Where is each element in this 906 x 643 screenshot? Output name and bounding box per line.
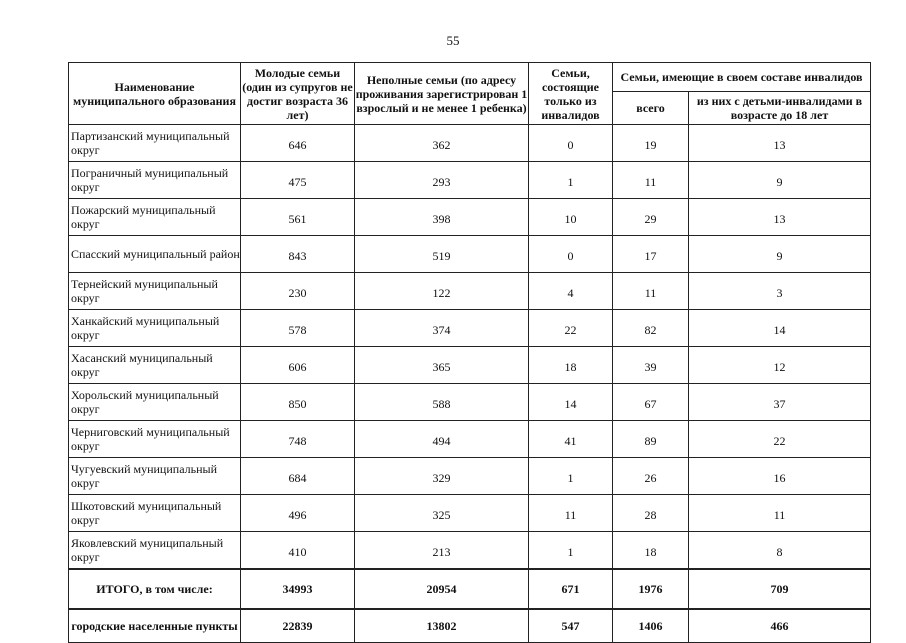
row-with-children: 37 [689,384,871,421]
row-with-disabled: 89 [613,421,689,458]
header-disabled-only: Семьи, состоящие только из инвалидов [529,63,613,125]
row-incomplete: 519 [355,236,529,273]
statistics-table [68,62,871,643]
row-name: Хасанский муниципальный округ [69,347,241,384]
total-row [69,569,871,609]
row-young: 410 [241,532,355,570]
row-disabled-only: 11 [529,495,613,532]
urban-with-children: 466 [689,609,871,643]
row-name: Шкотовский муниципальный округ [69,495,241,532]
table-row [69,125,871,162]
header-with-children: из них с детьми-инвалидами в возрасте до 18 лет [689,92,871,125]
header-name: Наименование муниципального образования [69,63,241,125]
table-header-row [69,63,871,92]
row-with-disabled: 11 [613,273,689,310]
table-row [69,310,871,347]
page-number: 55 [446,33,460,48]
header-with-disabled: Семьи, имеющие в своем составе инвалидов [613,63,871,92]
row-disabled-only: 10 [529,199,613,236]
row-incomplete: 213 [355,532,529,570]
row-with-children: 9 [689,162,871,199]
row-name: Пожарский муниципальный округ [69,199,241,236]
row-with-children: 13 [689,199,871,236]
row-incomplete: 494 [355,421,529,458]
row-name: Партизанский муниципальный округ [69,125,241,162]
total-with-disabled: 1976 [613,569,689,609]
row-with-disabled: 19 [613,125,689,162]
row-name: Яковлевский муниципальный округ [69,532,241,570]
urban-label: городские населенные пункты [69,609,241,643]
row-incomplete: 329 [355,458,529,495]
total-with-children: 709 [689,569,871,609]
row-with-children: 12 [689,347,871,384]
row-disabled-only: 1 [529,458,613,495]
row-incomplete: 365 [355,347,529,384]
row-name: Хорольский муниципальный округ [69,384,241,421]
row-with-disabled: 17 [613,236,689,273]
table-row [69,199,871,236]
row-name: Чугуевский муниципальный округ [69,458,241,495]
table-row [69,347,871,384]
row-with-disabled: 11 [613,162,689,199]
row-with-children: 8 [689,532,871,570]
row-incomplete: 374 [355,310,529,347]
row-young: 496 [241,495,355,532]
row-disabled-only: 41 [529,421,613,458]
row-disabled-only: 1 [529,532,613,570]
row-with-disabled: 39 [613,347,689,384]
table-row [69,421,871,458]
row-with-children: 14 [689,310,871,347]
row-young: 850 [241,384,355,421]
header-incomplete-families: Неполные семьи (по адресу проживания зарегистрирован 1 взрослый и не менее 1 ребенка) [355,63,529,125]
row-young: 561 [241,199,355,236]
total-label: ИТОГО, в том числе: [69,569,241,609]
row-young: 606 [241,347,355,384]
row-name: Тернейский муниципальный округ [69,273,241,310]
row-young: 646 [241,125,355,162]
urban-with-disabled: 1406 [613,609,689,643]
total-disabled-only: 671 [529,569,613,609]
row-name: Пограничный муниципальный округ [69,162,241,199]
total-young: 34993 [241,569,355,609]
row-incomplete: 588 [355,384,529,421]
row-disabled-only: 22 [529,310,613,347]
table-row [69,236,871,273]
row-disabled-only: 1 [529,162,613,199]
row-with-children: 22 [689,421,871,458]
row-with-disabled: 67 [613,384,689,421]
row-name: Черниговский муниципальный округ [69,421,241,458]
row-incomplete: 325 [355,495,529,532]
row-with-children: 9 [689,236,871,273]
header-young-families: Молодые семьи (один из супругов не достиг возраста 36 лет) [241,63,355,125]
row-with-disabled: 82 [613,310,689,347]
row-with-disabled: 29 [613,199,689,236]
row-incomplete: 122 [355,273,529,310]
row-young: 843 [241,236,355,273]
row-with-children: 16 [689,458,871,495]
row-with-disabled: 28 [613,495,689,532]
row-young: 748 [241,421,355,458]
row-name: Ханкайский муниципальный округ [69,310,241,347]
row-disabled-only: 14 [529,384,613,421]
row-disabled-only: 0 [529,125,613,162]
table-row [69,162,871,199]
urban-incomplete: 13802 [355,609,529,643]
row-young: 230 [241,273,355,310]
table-row [69,273,871,310]
row-incomplete: 293 [355,162,529,199]
header-total: всего [613,92,689,125]
row-young: 578 [241,310,355,347]
row-disabled-only: 18 [529,347,613,384]
urban-young: 22839 [241,609,355,643]
urban-disabled-only: 547 [529,609,613,643]
row-disabled-only: 0 [529,236,613,273]
row-with-children: 11 [689,495,871,532]
row-young: 475 [241,162,355,199]
row-with-children: 13 [689,125,871,162]
table-row [69,532,871,570]
row-with-disabled: 26 [613,458,689,495]
total-incomplete: 20954 [355,569,529,609]
row-incomplete: 398 [355,199,529,236]
row-disabled-only: 4 [529,273,613,310]
row-incomplete: 362 [355,125,529,162]
table-row [69,384,871,421]
table-row [69,495,871,532]
urban-row [69,609,871,643]
row-young: 684 [241,458,355,495]
table-row [69,458,871,495]
row-with-disabled: 18 [613,532,689,570]
row-with-children: 3 [689,273,871,310]
row-name: Спасский муниципальный район [69,236,241,273]
